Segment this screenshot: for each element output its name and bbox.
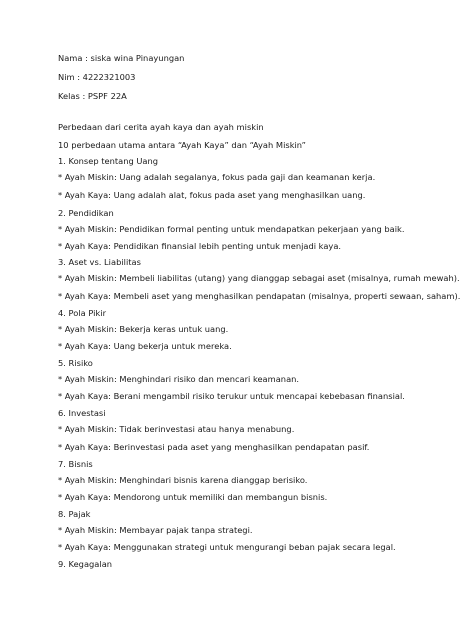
point-ayah-miskin: * Ayah Miskin: Tidak berinvestasi atau hanya menabung. (58, 424, 295, 434)
point-ayah-kaya: * Ayah Kaya: Membeli aset yang menghasilkan pendapatan (misalnya, properti sewaan, saham). (58, 291, 461, 301)
section-heading: 6. Investasi (58, 408, 106, 418)
section-heading: 5. Risiko (58, 358, 93, 368)
document-title: Perbedaan dari cerita ayah kaya dan ayah miskin (58, 122, 264, 132)
point-ayah-kaya: * Ayah Kaya: Uang adalah alat, fokus pada aset yang menghasilkan uang. (58, 190, 366, 200)
point-ayah-miskin: * Ayah Miskin: Membayar pajak tanpa strategi. (58, 525, 253, 535)
student-class: Kelas : PSPF 22A (58, 91, 127, 101)
section-heading: 1. Konsep tentang Uang (58, 156, 159, 166)
student-nim: Nim : 4222321003 (58, 72, 136, 82)
student-name: Nama : siska wina Pinayungan (58, 53, 185, 63)
point-ayah-kaya: * Ayah Kaya: Pendidikan finansial lebih penting untuk menjadi kaya. (58, 241, 342, 251)
section-heading: 4. Pola Pikir (58, 308, 107, 318)
point-ayah-kaya: * Ayah Kaya: Berani mengambil risiko terukur untuk mencapai kebebasan finansial. (58, 391, 405, 401)
section-heading: 2. Pendidikan (58, 208, 114, 218)
point-ayah-kaya: * Ayah Kaya: Uang bekerja untuk mereka. (58, 341, 232, 351)
point-ayah-miskin: * Ayah Miskin: Membeli liabilitas (utang) yang dianggap sebagai aset (misalnya, rumah mewah). (58, 273, 460, 283)
point-ayah-kaya: * Ayah Kaya: Menggunakan strategi untuk mengurangi beban pajak secara legal. (58, 542, 396, 552)
section-heading: 7. Bisnis (58, 459, 93, 469)
intro-line: 10 perbedaan utama antara “Ayah Kaya” dan “Ayah Miskin” (58, 140, 306, 150)
point-ayah-miskin: * Ayah Miskin: Bekerja keras untuk uang. (58, 324, 229, 334)
point-ayah-kaya: * Ayah Kaya: Mendorong untuk memiliki dan membangun bisnis. (58, 492, 328, 502)
point-ayah-miskin: * Ayah Miskin: Pendidikan formal penting untuk mendapatkan pekerjaan yang baik. (58, 224, 405, 234)
section-heading: 9. Kegagalan (58, 559, 113, 569)
section-heading: 8. Pajak (58, 509, 91, 519)
section-heading: 3. Aset vs. Liabilitas (58, 257, 141, 267)
point-ayah-miskin: * Ayah Miskin: Uang adalah segalanya, fokus pada gaji dan keamanan kerja. (58, 172, 376, 182)
point-ayah-kaya: * Ayah Kaya: Berinvestasi pada aset yang menghasilkan pendapatan pasif. (58, 442, 370, 452)
point-ayah-miskin: * Ayah Miskin: Menghindari risiko dan mencari keamanan. (58, 374, 300, 384)
point-ayah-miskin: * Ayah Miskin: Menghindari bisnis karena dianggap berisiko. (58, 475, 308, 485)
